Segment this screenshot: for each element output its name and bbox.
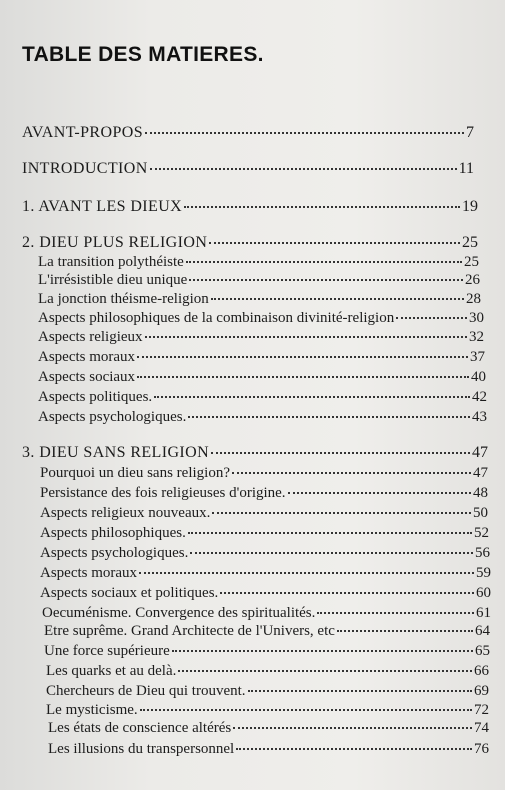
toc-entry xyxy=(40,465,488,482)
toc-entry-label: Aspects religieux nouveaux. xyxy=(40,505,211,521)
dot-leader xyxy=(145,132,464,134)
dot-leader xyxy=(337,630,473,632)
toc-entry-label: Aspects philosophiques. xyxy=(40,525,186,541)
toc-page-number: 42 xyxy=(472,389,487,405)
toc-page-number: 7 xyxy=(466,124,474,141)
toc-entry-label: Aspects psychologiques. xyxy=(38,409,187,425)
dot-leader xyxy=(137,356,468,358)
dot-leader xyxy=(184,206,460,208)
toc-page-number: 48 xyxy=(473,485,488,501)
toc-entry xyxy=(38,389,487,406)
toc-page-number: 26 xyxy=(465,272,480,288)
toc-chapter-entry xyxy=(22,124,474,141)
toc-page-number: 52 xyxy=(474,525,489,541)
toc-entry-label: Aspects moraux xyxy=(38,349,136,365)
toc-entry xyxy=(38,272,480,289)
toc-entry-label: Chercheurs de Dieu qui trouvent. xyxy=(46,683,246,699)
dot-leader xyxy=(288,492,471,494)
toc-entry xyxy=(40,585,491,602)
toc-page-number: 37 xyxy=(470,349,485,365)
toc-entry xyxy=(38,254,479,271)
toc-entry-label: 3. DIEU SANS RELIGION xyxy=(22,444,210,461)
toc-entry xyxy=(38,291,481,308)
toc-entry-label: Les illusions du transpersonnel xyxy=(48,741,235,757)
toc-page-number: 25 xyxy=(462,234,478,251)
toc-page-number: 47 xyxy=(472,444,488,461)
toc-entry-label: Une force supérieure xyxy=(44,643,170,659)
toc-entry-label: Le mysticisme. xyxy=(46,702,138,718)
toc-entry-label: 2. DIEU PLUS RELIGION xyxy=(22,234,208,251)
toc-page-number: 74 xyxy=(474,720,489,736)
dot-leader xyxy=(154,396,470,398)
toc-entry xyxy=(40,545,490,562)
dot-leader xyxy=(150,168,457,170)
toc-entry xyxy=(46,683,489,700)
dot-leader xyxy=(396,317,467,319)
toc-entry xyxy=(48,741,489,758)
dot-leader xyxy=(211,298,464,300)
toc-entry xyxy=(38,349,485,366)
dot-leader xyxy=(212,512,471,514)
toc-entry-label: Les états de conscience altérés xyxy=(48,720,232,736)
dot-leader xyxy=(178,670,472,672)
toc-entry xyxy=(38,369,486,386)
toc-chapter-entry xyxy=(22,160,474,177)
toc-entry-label: Aspects sociaux xyxy=(38,369,136,385)
toc-entry-label: Etre suprême. Grand Architecte de l'Univers, etc xyxy=(44,623,335,639)
dot-leader xyxy=(220,592,474,594)
toc-page-number: 28 xyxy=(466,291,481,307)
dot-leader xyxy=(186,261,462,263)
dot-leader xyxy=(139,572,474,574)
toc-page-number: 50 xyxy=(473,505,488,521)
dot-leader xyxy=(236,748,472,750)
toc-entry xyxy=(40,485,488,502)
dot-leader xyxy=(233,727,472,729)
toc-page-number: 25 xyxy=(464,254,479,270)
toc-entry-label: Aspects religieux xyxy=(38,329,143,345)
dot-leader xyxy=(209,242,460,244)
toc-page-number: 40 xyxy=(471,369,486,385)
toc-entry xyxy=(40,525,489,542)
toc-entry-label: Les quarks et au delà. xyxy=(46,663,177,679)
dot-leader xyxy=(232,472,471,474)
toc-page-number: 59 xyxy=(476,565,491,581)
toc-entry xyxy=(46,702,489,719)
dot-leader xyxy=(140,709,472,711)
toc-page-number: 47 xyxy=(473,465,488,481)
dot-leader xyxy=(145,336,467,338)
dot-leader xyxy=(189,279,463,281)
toc-page-number: 72 xyxy=(474,702,489,718)
dot-leader xyxy=(188,416,470,418)
toc-page-number: 32 xyxy=(469,329,484,345)
toc-entry-label: Persistance des fois religieuses d'origine. xyxy=(40,485,286,501)
toc-entry-label: Aspects psychologiques. xyxy=(40,545,189,561)
toc-chapter-entry xyxy=(22,234,478,251)
toc-entry xyxy=(40,565,491,582)
toc-page-number: 30 xyxy=(469,310,484,326)
toc-page-number: 56 xyxy=(475,545,490,561)
toc-entry xyxy=(42,605,491,622)
toc-entry-label: Aspects philosophiques de la combinaison divinité-religion xyxy=(38,310,395,326)
toc-page-number: 11 xyxy=(458,160,474,177)
dot-leader xyxy=(137,376,469,378)
toc-page-number: 65 xyxy=(475,643,490,659)
toc-chapter-entry xyxy=(22,444,488,461)
toc-entry xyxy=(38,409,487,426)
toc-entry xyxy=(40,505,488,522)
toc-page-number: 60 xyxy=(476,585,491,601)
toc-entry-label: INTRODUCTION xyxy=(22,160,148,177)
toc-entry xyxy=(44,643,490,660)
toc-entry xyxy=(38,329,484,346)
toc-page-number: 76 xyxy=(474,741,489,757)
dot-leader xyxy=(248,690,472,692)
dot-leader xyxy=(211,452,470,454)
toc-entry-label: Oecuménisme. Convergence des spiritualités. xyxy=(42,605,316,621)
toc-entry xyxy=(38,310,484,327)
toc-entry xyxy=(44,623,490,640)
dot-leader xyxy=(190,552,473,554)
toc-page-number: 61 xyxy=(476,605,491,621)
toc-chapter-entry xyxy=(22,198,478,215)
dot-leader xyxy=(188,532,472,534)
toc-entry-label: La jonction théisme-religion xyxy=(38,291,209,307)
toc-entry-label: AVANT-PROPOS xyxy=(22,124,144,141)
toc-entry xyxy=(46,663,489,680)
dot-leader xyxy=(172,650,473,652)
toc-page-number: 66 xyxy=(474,663,489,679)
toc-entry-label: L'irrésistible dieu unique xyxy=(38,272,188,288)
toc-page-number: 19 xyxy=(462,198,478,215)
page-title: TABLE DES MATIERES. xyxy=(22,43,264,66)
toc-entry xyxy=(48,720,489,737)
toc-entry-label: Aspects sociaux et politiques. xyxy=(40,585,219,601)
toc-page-number: 43 xyxy=(472,409,487,425)
toc-entry-label: Pourquoi un dieu sans religion? xyxy=(40,465,230,481)
toc-entry-label: Aspects moraux xyxy=(40,565,138,581)
toc-entry-label: Aspects politiques. xyxy=(38,389,153,405)
toc-page-number: 69 xyxy=(474,683,489,699)
toc-entry-label: La transition polythéiste xyxy=(38,254,184,270)
dot-leader xyxy=(317,612,474,614)
toc-page-number: 64 xyxy=(475,623,490,639)
toc-entry-label: 1. AVANT LES DIEUX xyxy=(22,198,183,215)
